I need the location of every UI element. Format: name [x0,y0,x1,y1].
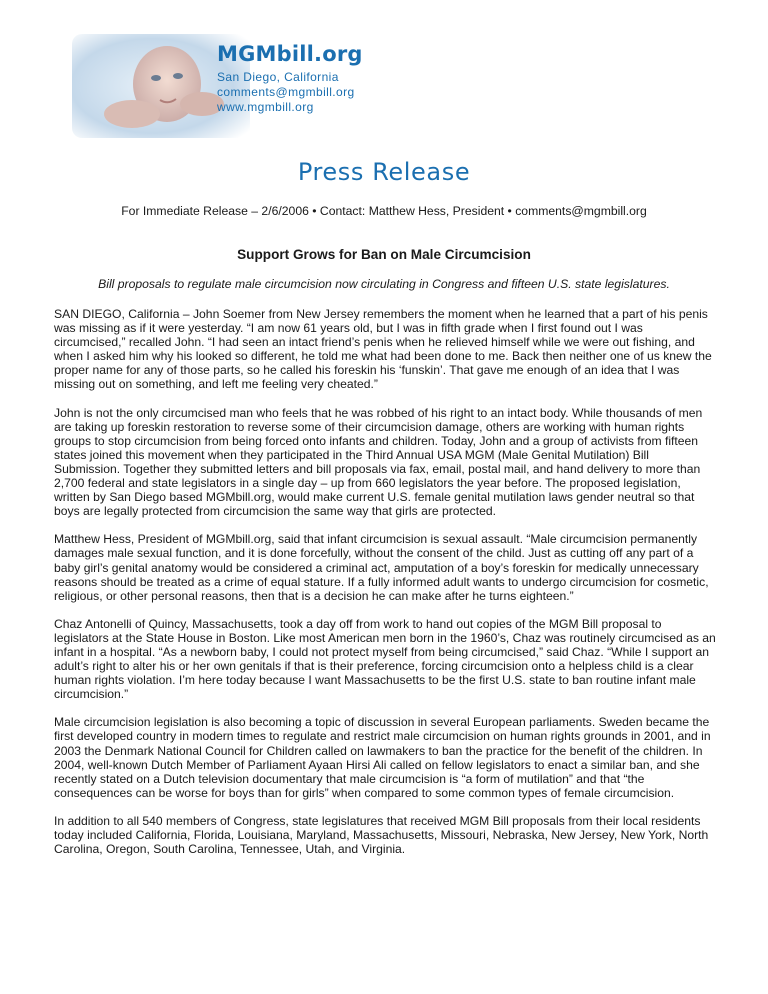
paragraph: John is not the only circumcised man who feels that he was robbed of his right to an intact body. While thousands of men are taking up foreskin restoration to reverse some of their circumcision damage, others are working with human rights groups to stop circumcision from being forced onto infants and children. Today, John and a group of activists from fifteen states joined this movement when they participated in the Third Annual USA MGM (Male Genital Mutilation) Bill Submission. Together they submitted letters and bill proposals via fax, email, postal mail, and hand delivery to more than 2,700 federal and state legislators in a single day – up from 660 legislators the year before. The proposed legislation, written by San Diego based MGMbill.org, would make current U.S. female genital mutilation laws gender neutral so that boys are legally protected from circumcision the same way that girls are protected. [54,405,703,519]
paragraph: SAN DIEGO, California – John Soemer from New Jersey remembers the moment when he learned that a part of his penis was missing as if it were yesterday. “I am now 61 years old, but I was in fifth grade when I first found out I was circumcised,” recalled John. “I had seen an intact friend’s penis when he relieved himself while we were out fishing, and when I asked him why his looked so different, he told me what had been done to me. Back then neither one of us knew the proper name for any of those parts, so he called his foreskin his ‘funskin’. That gave me enough of an idea that I was missing out on something, and left me feeling very cheated.” [54,307,712,392]
paragraph: Matthew Hess, President of MGMbill.org, said that infant circumcision is sexual assault. “Male circumcision permanently damages male sexual function, and it is done forcefully, without the consent of the child. Just as cutting off any part of a baby girl’s genital anatomy would be considered a criminal act, amputation of a boy’s foreskin for medically unnecessary reasons should be treated as a crime of equal stature. If a fully informed adult wants to undergo circumcision for cosmetic, religious, or other personal reasons, then that is a decision he can make after he turns eighteen.” [54,532,709,603]
website-address: www.mgmbill.org [217,100,314,114]
article-body [54,307,716,870]
email-address: comments@mgmbill.org [217,85,355,99]
letterhead [54,28,714,138]
paragraph: Chaz Antonelli of Quincy, Massachusetts, took a day off from work to hand out copies of the MGM Bill proposal to legislators at the State House in Boston. Like most American men born in the 1960’s, Chaz was routinely circumcised as an infant in a hospital. “As a newborn baby, I could not protect myself from being circumcised,” said Chaz. “While I support an adult’s right to alter his or her own genitals if that is their preference, forcing circumcision onto a helpless child is a clear human rights violation. I’m here today because I want Massachusetts to be the first U.S. state to ban routine infant male circumcision.” [54,616,716,702]
subheadline: Bill proposals to regulate male circumcision now circulating in Congress and fifteen U.S. state legislatures. [98,277,670,291]
paragraph: In addition to all 540 members of Congress, state legislatures that received MGM Bill proposals from their local residents today included California, Florida, Louisiana, Maryland, Massachusetts, Missouri, Nebraska, New Jersey, New York, North Carolina, Oregon, South Carolina, Tennessee, Utah, and Virginia. [54,813,709,857]
release-info-line: For Immediate Release – 2/6/2006 • Contact: Matthew Hess, President • comments@mgmbill.org [121,204,647,218]
headline: Support Grows for Ban on Male Circumcision [237,247,531,262]
contact-block [217,42,363,115]
paragraph: Male circumcision legislation is also becoming a topic of discussion in several European parliaments. Sweden became the first developed country in modern times to regulate and restrict male circumcision on human rights grounds in 2001, and in 2003 the Denmark National Council for Children called on lawmakers to ban the practice for the benefit of the children. In 2004, well-known Dutch Member of Parliament Ayaan Hirsi Ali called on fellow legislators to enact a similar ban, and she recently stated on a Dutch television documentary that male circumcision is “a form of mutilation” and that “the consequences can be worse for boys than for girls” when compared to some common types of female circumcision. [54,715,711,800]
location: San Diego, California [217,70,339,84]
site-name: MGMbill.org [217,42,363,66]
press-release-title: Press Release [297,158,471,186]
